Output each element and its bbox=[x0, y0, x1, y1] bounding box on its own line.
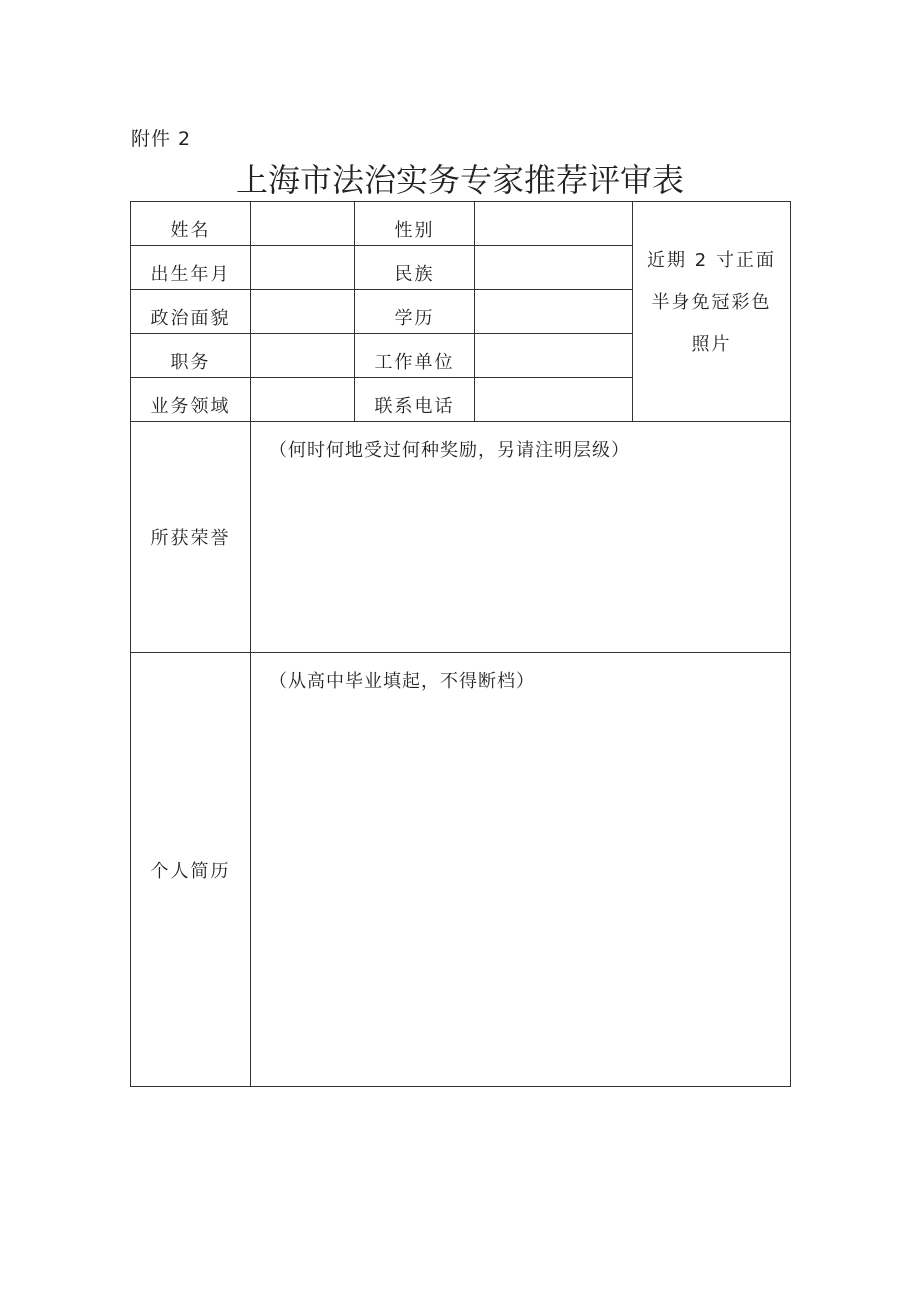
photo-instruction-line-3: 照片 bbox=[691, 334, 732, 355]
page-title: 上海市法治实务专家推荐评审表 bbox=[235, 161, 684, 199]
position-label: 职务 bbox=[131, 334, 251, 378]
resume-hint: （从高中毕业填起，不得断档） bbox=[269, 671, 535, 692]
honors-hint: （何时何地受过何种奖励，另请注明层级） bbox=[269, 440, 630, 461]
business-field-label: 业务领域 bbox=[131, 378, 251, 422]
ethnicity-field[interactable] bbox=[475, 246, 633, 290]
political-status-label: 政治面貌 bbox=[131, 290, 251, 334]
gender-label: 性别 bbox=[355, 202, 475, 246]
education-label: 学历 bbox=[355, 290, 475, 334]
phone-label: 联系电话 bbox=[355, 378, 475, 422]
employer-label: 工作单位 bbox=[355, 334, 475, 378]
resume-label: 个人简历 bbox=[131, 653, 251, 1087]
business-field-field[interactable] bbox=[251, 378, 355, 422]
ethnicity-label: 民族 bbox=[355, 246, 475, 290]
photo-placeholder bbox=[633, 202, 791, 422]
employer-field[interactable] bbox=[475, 334, 633, 378]
honors-label: 所获荣誉 bbox=[131, 422, 251, 653]
recommendation-form-table bbox=[130, 201, 791, 1087]
phone-field[interactable] bbox=[475, 378, 633, 422]
resume-field[interactable] bbox=[251, 653, 791, 1087]
photo-instruction-line-1: 近期 2 寸正面 bbox=[647, 250, 776, 271]
education-field[interactable] bbox=[475, 290, 633, 334]
birth-date-label: 出生年月 bbox=[131, 246, 251, 290]
political-status-field[interactable] bbox=[251, 290, 355, 334]
photo-instruction-line-2: 半身免冠彩色 bbox=[651, 292, 772, 313]
honors-field[interactable] bbox=[251, 422, 791, 653]
gender-field[interactable] bbox=[475, 202, 633, 246]
name-field[interactable] bbox=[251, 202, 355, 246]
birth-date-field[interactable] bbox=[251, 246, 355, 290]
name-label: 姓名 bbox=[131, 202, 251, 246]
attachment-label: 附件 2 bbox=[131, 128, 192, 150]
position-field[interactable] bbox=[251, 334, 355, 378]
